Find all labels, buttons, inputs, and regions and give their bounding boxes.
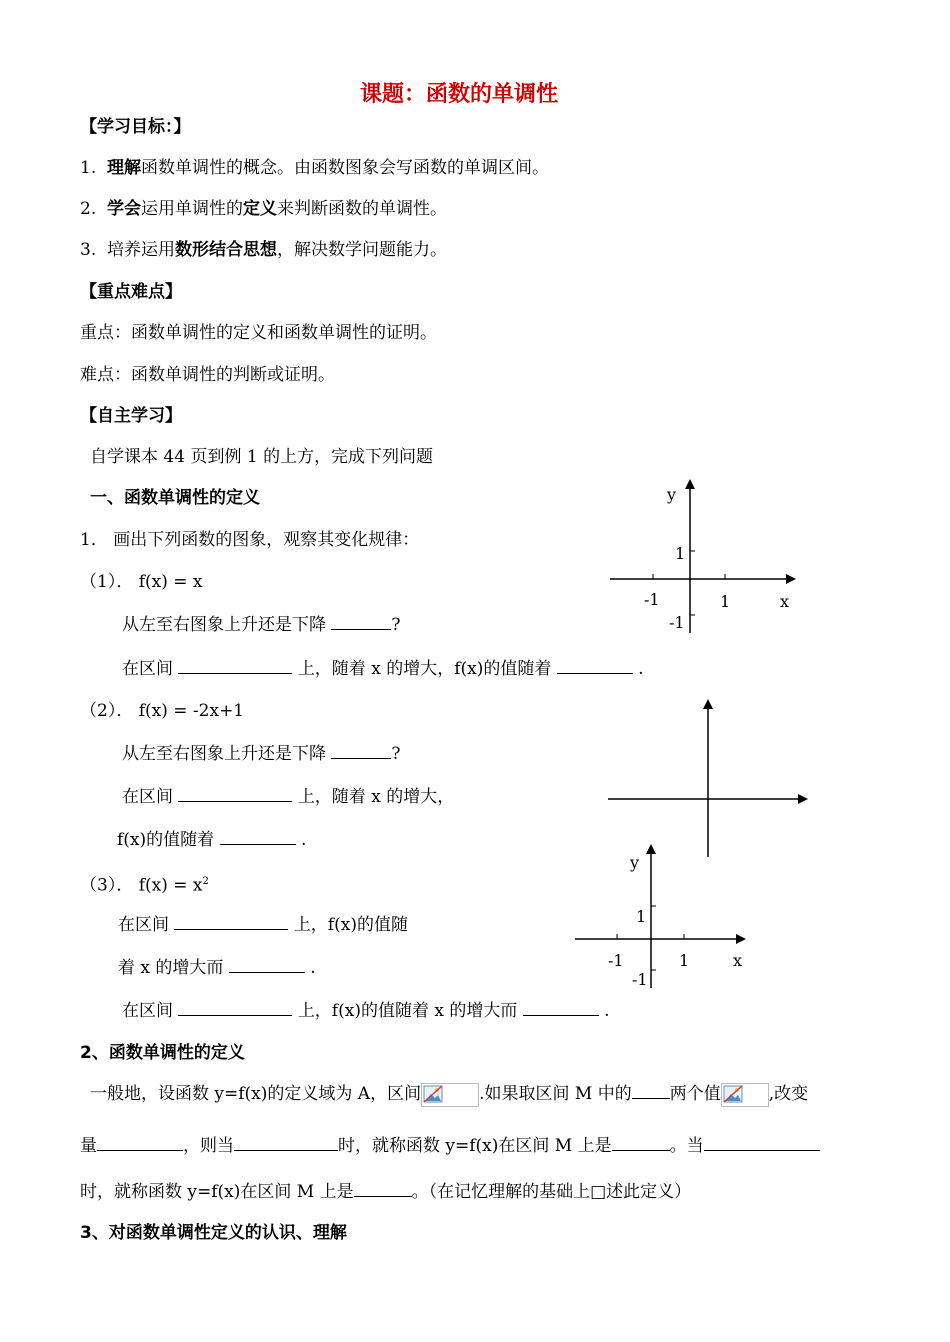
section1-heading: 一、函数单调性的定义 bbox=[90, 488, 260, 508]
coordinate-graph-3 bbox=[570, 840, 755, 990]
blank[interactable] bbox=[523, 999, 599, 1016]
tick-label-y1: 1 bbox=[675, 544, 686, 563]
part-3-label-text: （3）． f(x) = x bbox=[80, 875, 203, 896]
part-2-line3-a: f(x)的值随着 bbox=[117, 830, 215, 850]
goal-3-bold: 数形结合思想 bbox=[175, 240, 278, 260]
goal-3-num: 3. bbox=[80, 240, 97, 260]
def-heading: 2、函数单调性的定义 bbox=[80, 1043, 245, 1063]
part-3-sup: 2 bbox=[202, 876, 209, 887]
tick-label-x1: 1 bbox=[720, 592, 731, 611]
def-line1-c: 两个值 bbox=[669, 1084, 721, 1104]
tick-label-x-neg1: -1 bbox=[644, 590, 660, 609]
def-line3 bbox=[80, 1180, 691, 1203]
blank[interactable] bbox=[97, 1134, 183, 1151]
def-line1-b: .如果取区间 M 中的 bbox=[479, 1084, 632, 1104]
blank[interactable] bbox=[229, 956, 305, 973]
goal-1-num: 1. bbox=[80, 158, 97, 178]
part-3-line1 bbox=[118, 913, 408, 936]
part-1-line1 bbox=[122, 613, 401, 636]
def-line2 bbox=[80, 1134, 820, 1157]
part-1-line2-c: . bbox=[638, 659, 644, 679]
part-3-line1-b: 上，f(x)的值随 bbox=[293, 915, 408, 935]
tick-label-y-neg1: -1 bbox=[632, 970, 648, 989]
part-3-line3-a: 在区间 bbox=[122, 1001, 173, 1021]
part-3-line2-b: . bbox=[310, 958, 316, 978]
y-axis-arrow bbox=[685, 479, 695, 489]
self-heading: 【自主学习】 bbox=[80, 406, 182, 426]
part-3-line2-a: 着 x 的增大而 bbox=[118, 958, 224, 978]
part-2-line1-text: 从左至右图象上升还是下降 bbox=[122, 744, 326, 764]
goal-3-text: ，解决数学问题能力。 bbox=[277, 240, 448, 260]
part-3-line3 bbox=[122, 999, 610, 1022]
blank[interactable] bbox=[178, 657, 292, 674]
tick-label-y1: 1 bbox=[636, 907, 647, 926]
part-2-line3-b: . bbox=[300, 830, 307, 850]
y-label: y bbox=[630, 853, 640, 872]
goal-2-bold: 学会 bbox=[107, 199, 142, 219]
tick-label-x1: 1 bbox=[679, 951, 690, 970]
y-label: y bbox=[667, 485, 677, 504]
part-3-label bbox=[80, 871, 209, 897]
part-2-line1-q: ? bbox=[391, 744, 401, 764]
tick-label-x-neg1: -1 bbox=[608, 951, 624, 970]
part-2-label: （2）． f(x) = -2x+1 bbox=[80, 701, 245, 721]
def-line2-b: ，则当 bbox=[183, 1136, 234, 1156]
part-1-label: （1）． f(x) = x bbox=[80, 572, 203, 592]
blank[interactable] bbox=[704, 1134, 820, 1151]
part-2-line2 bbox=[122, 785, 454, 808]
part-1-line1-q: ? bbox=[391, 615, 401, 635]
goals-heading: 【学习目标：】 bbox=[80, 117, 191, 137]
def-line2-d: 。当 bbox=[669, 1136, 704, 1156]
def-line1 bbox=[90, 1082, 808, 1107]
def-line1-a: 一般地，设函数 y=f(x)的定义域为 A，区间 bbox=[90, 1084, 422, 1104]
blank[interactable] bbox=[331, 613, 391, 630]
question-1: 1． 画出下列函数的图象，观察其变化规律： bbox=[80, 530, 420, 550]
blank[interactable] bbox=[220, 828, 296, 845]
x-label: x bbox=[733, 951, 743, 970]
goal-2-mid: 运用单调性的 bbox=[141, 199, 244, 219]
blank[interactable] bbox=[612, 1134, 670, 1151]
part-2-line2-b: 上，随着 x 的增大， bbox=[297, 787, 455, 807]
goal-1-bold: 理解 bbox=[107, 158, 142, 178]
blank[interactable] bbox=[557, 657, 633, 674]
goal-3-pre: 培养运用 bbox=[107, 240, 176, 260]
def-line3-b: 。（在记忆理解的基础上□述此定义） bbox=[411, 1182, 692, 1202]
goal-2-bold2: 定义 bbox=[243, 199, 278, 219]
def-line2-a: 量 bbox=[80, 1136, 97, 1156]
broken-image-icon bbox=[721, 1083, 769, 1107]
part-1-line2-a: 在区间 bbox=[122, 659, 173, 679]
part-2-line1 bbox=[122, 742, 401, 765]
blank[interactable] bbox=[178, 999, 292, 1016]
key-difficulty: 难点：函数单调性的判断或证明。 bbox=[80, 365, 335, 385]
blank[interactable] bbox=[178, 785, 292, 802]
part-3-line3-c: . bbox=[604, 1001, 610, 1021]
goal-2-text: 来判断函数的单调性。 bbox=[277, 199, 448, 219]
y-axis-arrow bbox=[703, 699, 713, 709]
section3-heading: 3、对函数单调性定义的认识、理解 bbox=[80, 1223, 347, 1243]
def-line3-a: 时，就称函数 y=f(x)在区间 M 上是 bbox=[80, 1182, 354, 1202]
def-line1-d: ,改变 bbox=[768, 1084, 809, 1104]
blank[interactable] bbox=[632, 1082, 670, 1099]
x-axis-arrow bbox=[736, 934, 746, 944]
def-line2-c: 时，就称函数 y=f(x)在区间 M 上是 bbox=[338, 1136, 612, 1156]
x-axis-arrow bbox=[798, 794, 808, 804]
goal-1 bbox=[80, 157, 549, 179]
x-label: x bbox=[780, 592, 790, 611]
coordinate-graph-1 bbox=[600, 475, 810, 640]
part-3-line3-b: 上，f(x)的值随着 x 的增大而 bbox=[297, 1001, 518, 1021]
blank[interactable] bbox=[354, 1180, 412, 1197]
part-1-line1-text: 从左至右图象上升还是下降 bbox=[122, 615, 326, 635]
goal-2-num: 2. bbox=[80, 199, 97, 219]
part-2-line2-a: 在区间 bbox=[122, 787, 173, 807]
goal-2 bbox=[80, 198, 447, 220]
part-3-line1-a: 在区间 bbox=[118, 915, 169, 935]
broken-image-icon bbox=[421, 1083, 479, 1107]
blank[interactable] bbox=[174, 913, 288, 930]
part-3-line2 bbox=[118, 956, 316, 979]
page-title: 课题：函数的单调性 bbox=[360, 82, 559, 107]
x-axis-arrow bbox=[786, 574, 796, 584]
key-focus: 重点：函数单调性的定义和函数单调性的证明。 bbox=[80, 323, 437, 343]
key-heading: 【重点难点】 bbox=[80, 282, 182, 302]
part-2-line3 bbox=[117, 828, 306, 851]
tick-label-y-neg1: -1 bbox=[669, 613, 685, 632]
blank[interactable] bbox=[234, 1134, 338, 1151]
part-1-line2-b: 上，随着 x 的增大，f(x)的值随着 bbox=[297, 659, 552, 679]
y-axis-arrow bbox=[646, 844, 656, 854]
goal-3 bbox=[80, 239, 447, 261]
coordinate-graph-2 bbox=[600, 695, 815, 860]
goal-1-text: 函数单调性的概念。由函数图象会写函数的单调区间。 bbox=[141, 158, 550, 178]
part-1-line2 bbox=[122, 657, 644, 680]
self-intro: 自学课本 44 页到例 1 的上方，完成下列问题 bbox=[90, 447, 434, 467]
blank[interactable] bbox=[331, 742, 391, 759]
